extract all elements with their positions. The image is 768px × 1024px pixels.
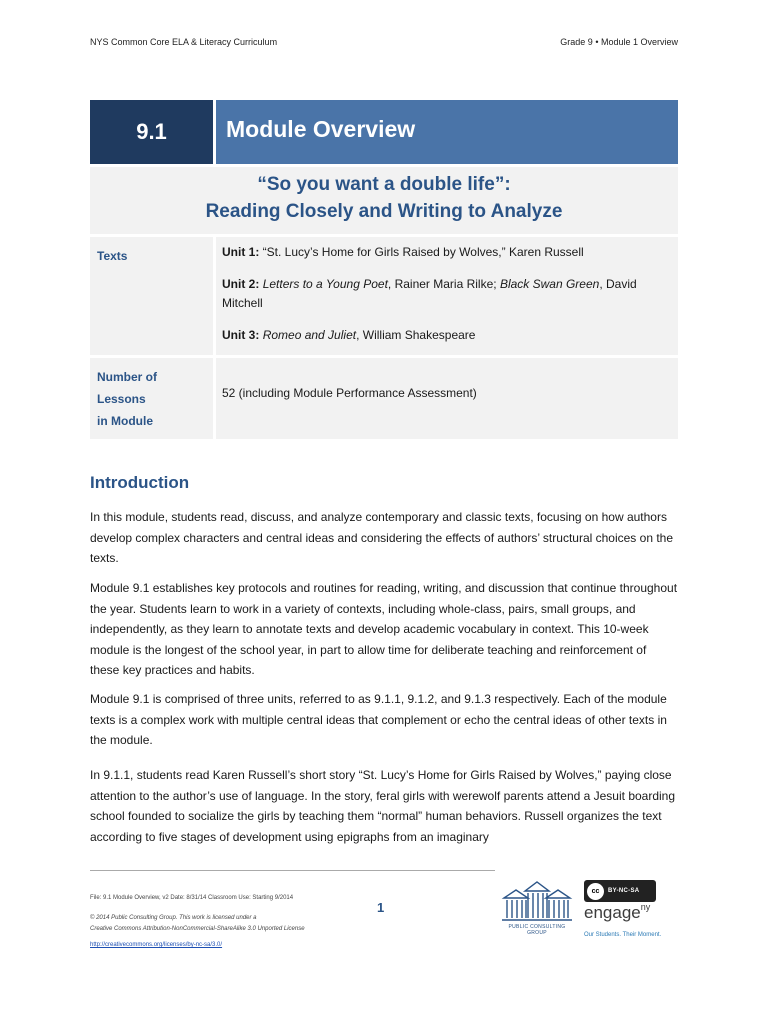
pcg-caption-line-2: GROUP — [527, 930, 547, 936]
unit-2-entry — [222, 275, 670, 313]
cc-icon: cc — [587, 883, 604, 900]
subtitle-line-1: “So you want a double life”: — [257, 174, 511, 195]
lessons-label-line-2: Lessons — [97, 392, 146, 406]
unit-3-label: Unit 3: — [222, 328, 260, 342]
engage-word: engage — [584, 903, 641, 922]
cc-license-badge — [584, 880, 656, 902]
module-label: Grade 9 • Module 1 Overview — [560, 37, 678, 47]
intro-paragraph-4: In 9.1.1, students read Karen Russell’s short story “St. Lucy’s Home for Girls Raised by Wolves,” paying close attention to the author’s use of language. In the story, feral girls with werewolf parents attend a Jesuit boarding school founded to socialize the girls by teaching them “normal” human behaviors. Russell organizes the text according to five stages of development using epigraphs from an imaginary — [90, 768, 676, 844]
unit-2-title-1: Letters to a Young Poet — [262, 277, 388, 291]
license-link[interactable]: http://creativecommons.org/licenses/by-nc-sa/3.0/ — [90, 942, 223, 948]
lessons-value: 52 (including Module Performance Assessment) — [216, 358, 678, 439]
module-subtitle — [90, 167, 678, 234]
introduction-heading: Introduction — [90, 473, 190, 492]
building-icon — [498, 878, 576, 924]
footer-rule — [90, 870, 495, 871]
engageny-logo — [584, 902, 650, 923]
pcg-caption-line-1: PUBLIC CONSULTING — [508, 924, 566, 930]
lessons-label-line-1: Number of — [97, 370, 157, 384]
texts-list — [216, 237, 678, 355]
unit-2-title-2: Black Swan Green — [499, 277, 600, 291]
lessons-label — [90, 358, 213, 439]
intro-paragraph-1: In this module, students read, discuss, and analyze contemporary and classic texts, focusing on how authors develop complex characters and central ideas and considering the effects of authors’ structural choices on the texts. — [90, 510, 674, 565]
unit-3-entry — [222, 326, 670, 345]
running-header — [90, 37, 678, 51]
unit-2-label: Unit 2: — [222, 277, 260, 291]
lessons-label-line-3: in Module — [97, 414, 153, 428]
pcg-caption — [498, 924, 576, 936]
texts-label: Texts — [90, 237, 213, 355]
intro-paragraph-3: Module 9.1 is comprised of three units, referred to as 9.1.1, 9.1.2, and 9.1.3 respectively. Each of the module texts is a complex work with multiple central ideas that complement or echo the central ideas of other texts in the module. — [90, 692, 667, 747]
engage-ny: ny — [640, 902, 651, 912]
lessons-row — [90, 358, 678, 439]
module-number: 9.1 — [90, 100, 213, 164]
engageny-tagline: Our Students. Their Moment. — [584, 932, 662, 938]
unit-3-sep-1: , William Shakespeare — [356, 328, 476, 342]
unit-2-sep-1: , Rainer Maria Rilke; — [387, 277, 500, 291]
page-number: 1 — [377, 900, 385, 915]
module-title: Module Overview — [216, 100, 678, 164]
unit-1-label: Unit 1: — [222, 245, 260, 259]
unit-1-entry — [222, 243, 670, 262]
license-line-2: Creative Commons Attribution-NonCommercial-ShareAlike 3.0 Unported License — [90, 926, 305, 932]
curriculum-name: NYS Common Core ELA & Literacy Curriculum — [90, 37, 278, 47]
unit-2-sep-2: , David Mitchell — [222, 277, 637, 310]
unit-1-text: “St. Lucy’s Home for Girls Raised by Wolves,” Karen Russell — [259, 245, 584, 259]
unit-3-title-1: Romeo and Juliet — [262, 328, 357, 342]
footer-file-info: File: 9.1 Module Overview, v2 Date: 8/31/14 Classroom Use: Starting 9/2014 — [90, 895, 294, 901]
pcg-logo — [498, 878, 576, 942]
subtitle-line-2: Reading Closely and Writing to Analyze — [205, 201, 563, 222]
texts-row — [90, 237, 678, 355]
footer-license — [90, 913, 360, 935]
license-line-1: © 2014 Public Consulting Group. This work is licensed under a — [90, 915, 257, 921]
module-banner — [90, 100, 678, 164]
intro-paragraph-2: Module 9.1 establishes key protocols and routines for reading, writing, and discussion that continue throughout the year. Students learn to work in a variety of contexts, including whole-class, pairs, small groups, and independently, as they learn to annotate texts and develop academic vocabulary in context. This 10-week module is the longest of the school year, in part to allow time for deliberate teaching and reinforcement of these key practices and habits. — [90, 581, 678, 677]
cc-badge-text: BY-NC-SA — [608, 888, 640, 894]
